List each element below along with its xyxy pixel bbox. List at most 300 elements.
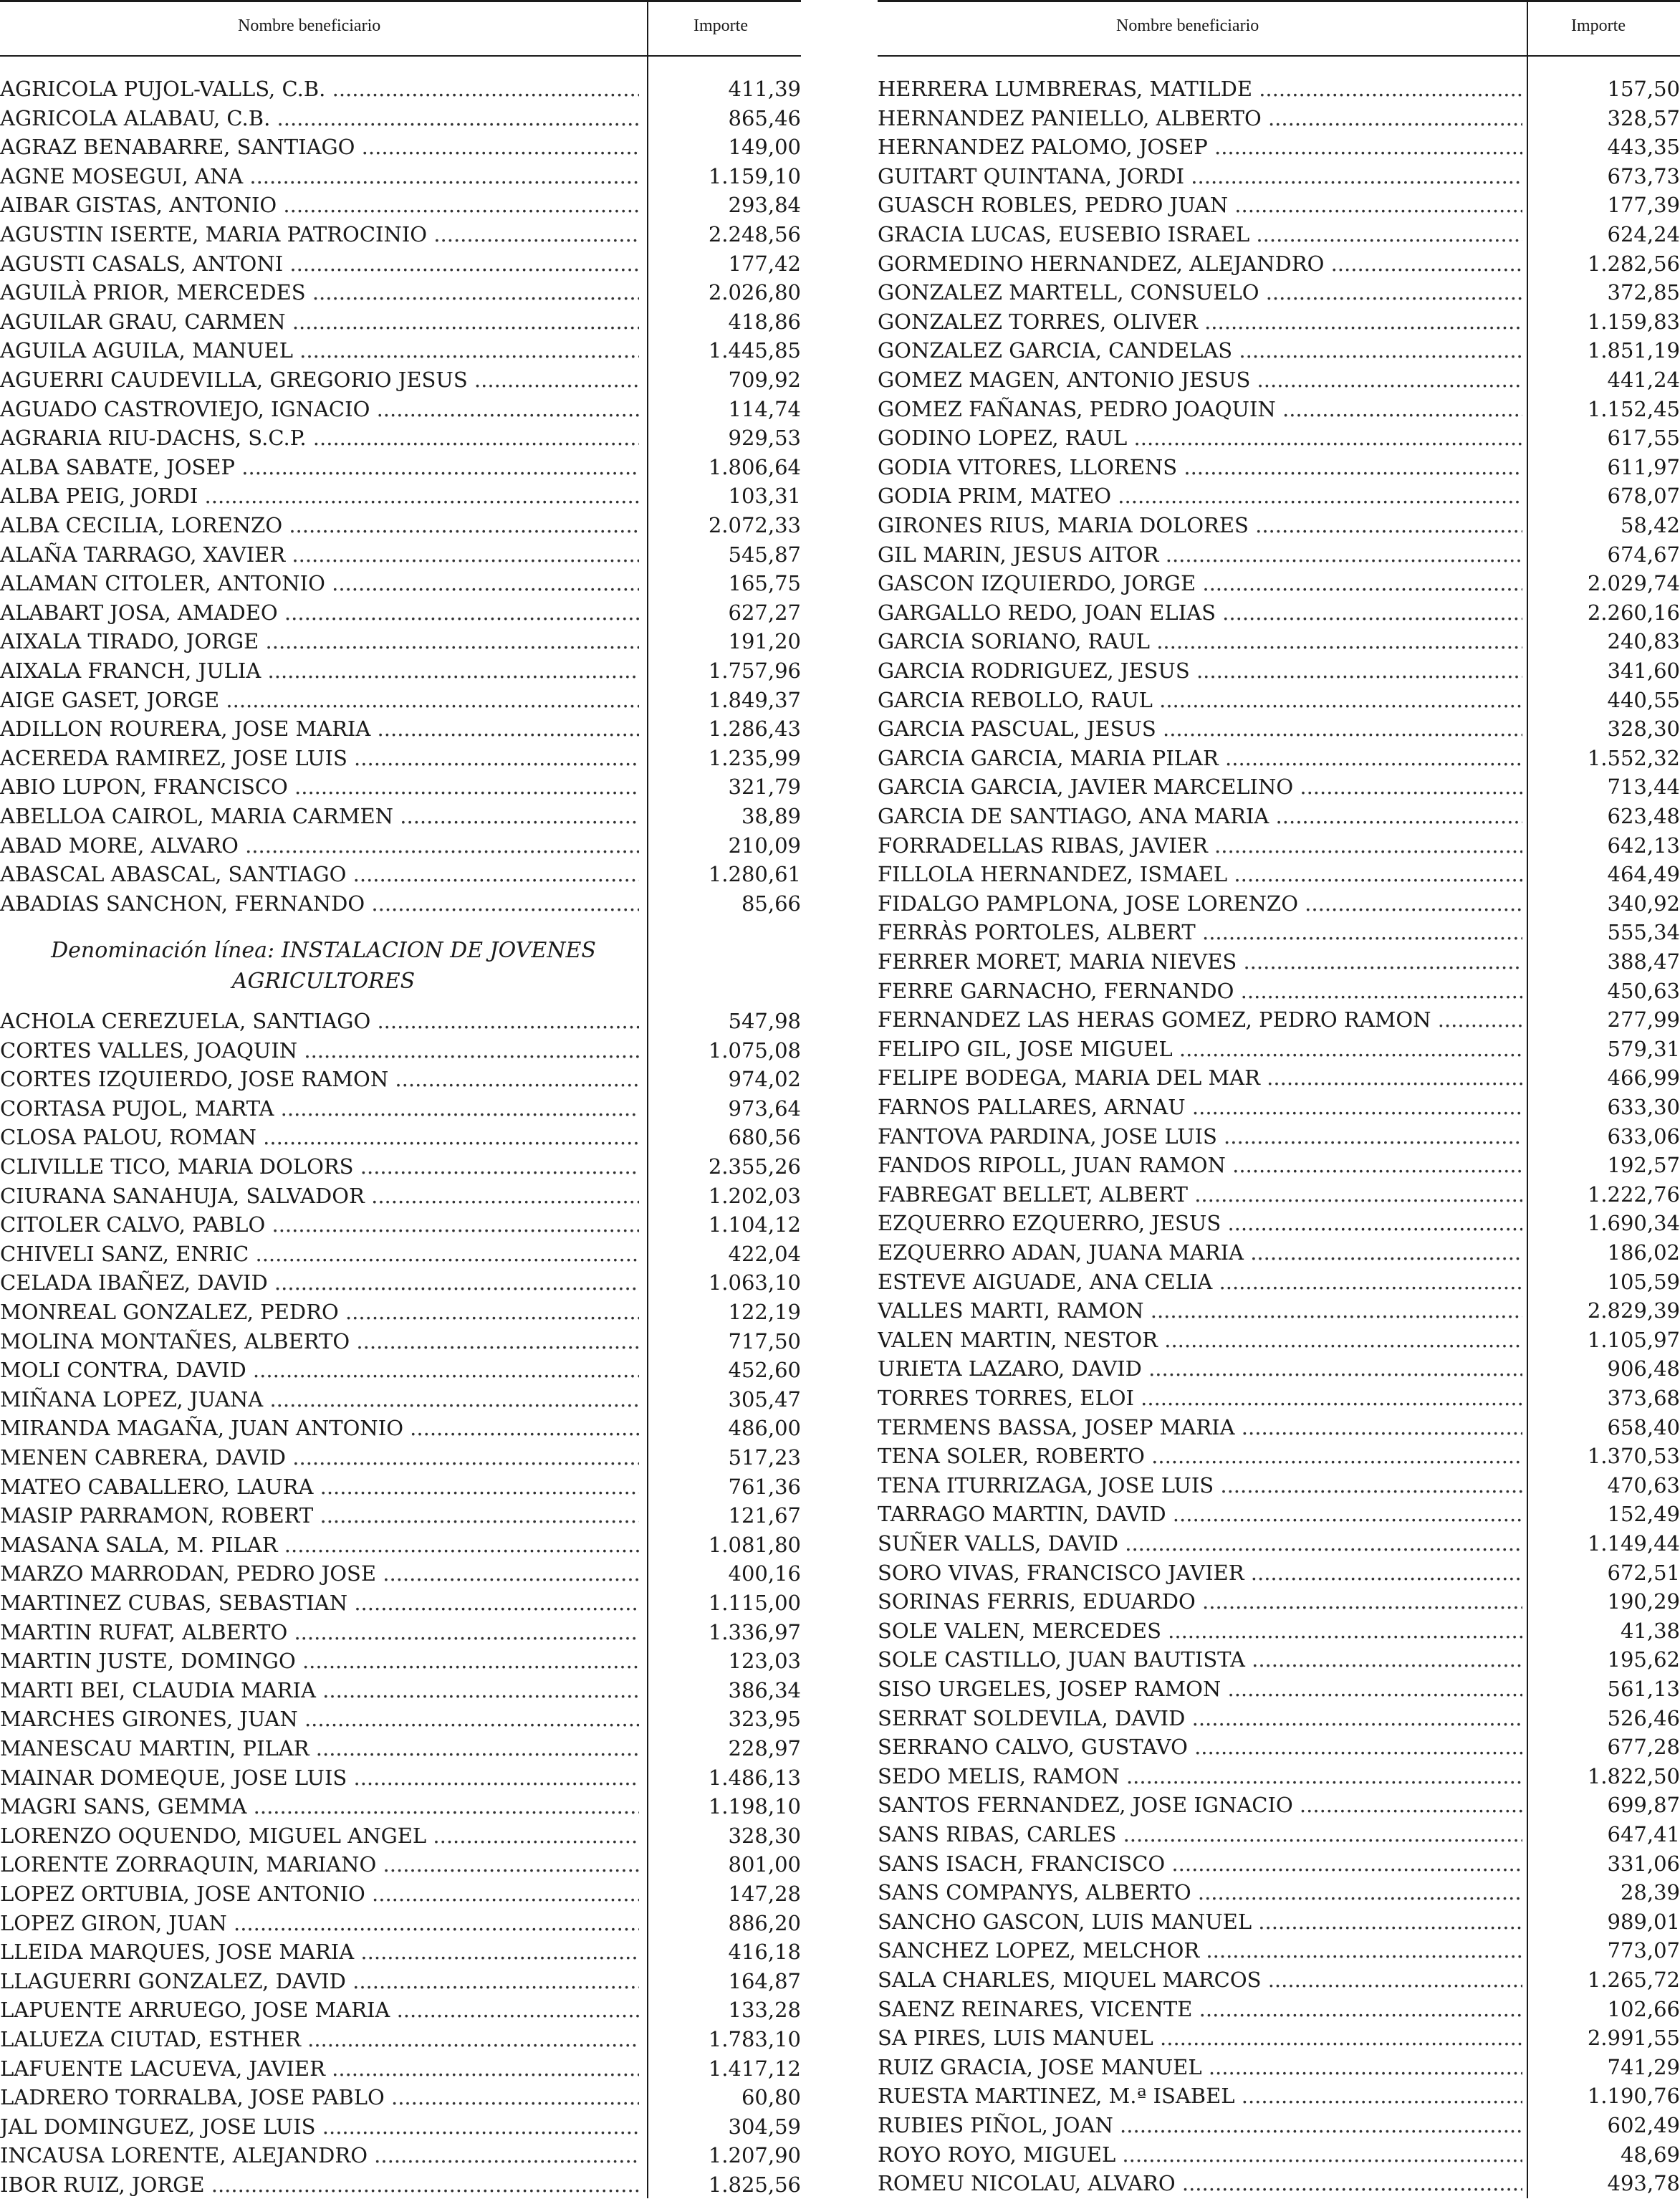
table-row	[0, 1792, 801, 1821]
beneficiary-name: MAINAR DOMEQUE, JOSE LUIS .....	[0, 1763, 639, 1792]
amount: 440,55	[1607, 687, 1680, 712]
amount: 1.280,61	[708, 862, 801, 887]
table-row	[878, 395, 1680, 423]
table-row	[0, 365, 801, 394]
beneficiary-name: GIL MARIN, JESUS AITOR .....	[878, 540, 1522, 569]
table-row	[878, 1326, 1680, 1354]
amount: 547,98	[728, 1009, 801, 1033]
beneficiary-name: IBOR RUIZ, JORGE .....	[0, 2170, 639, 2199]
amount: 1.222,76	[1587, 1182, 1680, 1207]
right-column-divider	[1527, 0, 1528, 2198]
beneficiary-name: CIURANA SANAHUJA, SALVADOR .....	[0, 1182, 639, 1210]
table-row	[878, 1791, 1680, 1819]
amount: 441,24	[1607, 368, 1680, 392]
amount: 677,28	[1607, 1735, 1680, 1760]
table-row	[878, 1616, 1680, 1645]
table-row	[878, 744, 1680, 772]
beneficiary-name: LOPEZ GIRON, JUAN .....	[0, 1909, 639, 1937]
table-row	[878, 860, 1680, 888]
beneficiary-name: FERRE GARNACHO, FERNANDO .....	[878, 977, 1522, 1005]
table-row	[878, 1471, 1680, 1500]
amount: 1.235,99	[708, 745, 801, 770]
amount: 699,87	[1607, 1793, 1680, 1818]
table-row	[878, 365, 1680, 394]
table-row	[0, 1618, 801, 1647]
table-row	[878, 1413, 1680, 1442]
table-row	[878, 482, 1680, 510]
amount: 177,39	[1607, 193, 1680, 218]
table-row	[0, 423, 801, 452]
beneficiary-name: ABIO LUPON, FRANCISCO .....	[0, 772, 639, 801]
table-row	[878, 1936, 1680, 1965]
table-row	[878, 802, 1680, 830]
amount: 929,53	[728, 426, 801, 451]
table-row	[0, 1967, 801, 1996]
amount: 1.115,00	[708, 1591, 801, 1615]
table-row	[0, 1210, 801, 1239]
amount: 121,67	[728, 1503, 801, 1528]
table-row	[0, 1530, 801, 1559]
amount: 114,74	[728, 396, 801, 421]
beneficiary-name: GARCIA REBOLLO, RAUL .....	[878, 686, 1522, 714]
table-row	[878, 1122, 1680, 1151]
table-row	[878, 2140, 1680, 2169]
beneficiary-name: ACEREDA RAMIREZ, JOSE LUIS .....	[0, 744, 639, 772]
amount: 1.822,50	[1587, 1763, 1680, 1788]
table-row	[0, 598, 801, 627]
table-row	[878, 2169, 1680, 2198]
beneficiary-name: CLOSA PALOU, ROMAN .....	[0, 1123, 639, 1151]
amount: 1.851,19	[1587, 338, 1680, 363]
table-row	[0, 1996, 801, 2024]
table-row	[878, 133, 1680, 161]
amount: 177,42	[728, 251, 801, 276]
beneficiary-name: FANDOS RIPOLL, JUAN RAMON .....	[878, 1151, 1522, 1179]
amount: 2.029,74	[1587, 571, 1680, 596]
beneficiary-name: ACHOLA CEREZUELA, SANTIAGO .....	[0, 1007, 639, 1035]
table-row	[0, 831, 801, 860]
amount: 1.105,97	[1587, 1327, 1680, 1352]
amount: 190,29	[1607, 1589, 1680, 1614]
beneficiary-name: RUESTA MARTINEZ, M.ª ISABEL .....	[878, 2081, 1522, 2110]
table-row	[0, 714, 801, 743]
beneficiary-name: ABADIAS SANCHON, FERNANDO .....	[0, 889, 639, 918]
beneficiary-name: SEDO MELIS, RAMON .....	[878, 1762, 1522, 1791]
table-row	[878, 1384, 1680, 1412]
beneficiary-name: MIÑANA LOPEZ, JUANA .....	[0, 1385, 639, 1414]
table-row	[878, 1035, 1680, 1063]
table-row	[878, 1965, 1680, 1994]
amount: 416,18	[728, 1940, 801, 1965]
table-row	[878, 1907, 1680, 1936]
table-row	[0, 2141, 801, 2170]
table-row	[878, 1238, 1680, 1267]
beneficiary-name: ALBA SABATE, JOSEP .....	[0, 453, 639, 482]
beneficiary-name: SANS COMPANYS, ALBERTO .....	[878, 1878, 1522, 1907]
table-row	[0, 249, 801, 278]
beneficiary-name: LADRERO TORRALBA, JOSE PABLO .....	[0, 2083, 639, 2112]
left-column	[0, 0, 801, 2197]
table-row	[0, 395, 801, 423]
beneficiary-name: ALAMAN CITOLER, ANTONIO .....	[0, 569, 639, 598]
beneficiary-name: MARTI BEI, CLAUDIA MARIA .....	[0, 1676, 639, 1705]
amount: 611,97	[1607, 454, 1680, 479]
table-row	[0, 1763, 801, 1792]
table-row	[0, 104, 801, 133]
amount: 1.159,10	[708, 163, 801, 188]
table-row	[878, 2053, 1680, 2081]
table-row	[0, 511, 801, 540]
beneficiary-name: CHIVELI SANZ, ENRIC .....	[0, 1240, 639, 1268]
table-row	[878, 1209, 1680, 1237]
table-row	[878, 1762, 1680, 1791]
table-row	[0, 1472, 801, 1501]
amount: 1.282,56	[1587, 251, 1680, 276]
amount: 1.757,96	[708, 658, 801, 683]
amount: 673,73	[1607, 163, 1680, 188]
beneficiary-name: CORTES VALLES, JOAQUIN .....	[0, 1036, 639, 1065]
beneficiary-name: GARCIA DE SANTIAGO, ANA MARIA .....	[878, 802, 1522, 830]
amount: 328,30	[1607, 717, 1680, 742]
table-row	[878, 1063, 1680, 1092]
amount: 617,55	[1607, 426, 1680, 451]
table-row	[0, 2025, 801, 2054]
amount: 761,36	[728, 1474, 801, 1499]
beneficiary-name: MARZO MARRODAN, PEDRO JOSE .....	[0, 1559, 639, 1588]
table-row	[878, 1675, 1680, 1703]
table-row	[0, 1821, 801, 1850]
beneficiary-name: SAENZ REINARES, VICENTE .....	[878, 1995, 1522, 2023]
table-row	[878, 569, 1680, 598]
amount: 133,28	[728, 1998, 801, 2023]
table-row	[878, 1587, 1680, 1616]
table-row	[878, 1151, 1680, 1179]
amount: 773,07	[1607, 1938, 1680, 1963]
table-row	[0, 1443, 801, 1472]
table-row	[0, 656, 801, 685]
amount: 672,51	[1607, 1560, 1680, 1585]
beneficiary-name: VALEN MARTIN, NESTOR .....	[878, 1326, 1522, 1354]
amount: 1.286,43	[708, 717, 801, 742]
amount: 602,49	[1607, 2113, 1680, 2137]
beneficiary-name: RUIZ GRACIA, JOSE MANUEL .....	[878, 2053, 1522, 2081]
beneficiary-name: MARTIN RUFAT, ALBERTO .....	[0, 1618, 639, 1647]
amount: 1.152,45	[1587, 396, 1680, 421]
beneficiary-name: RUBIES PIÑOL, JOAN .....	[878, 2111, 1522, 2140]
amount: 443,35	[1607, 135, 1680, 160]
beneficiary-name: EZQUERRO ADAN, JUANA MARIA .....	[878, 1238, 1522, 1267]
table-row	[878, 1500, 1680, 1528]
table-row	[0, 540, 801, 569]
beneficiary-name: MOLINA MONTAÑES, ALBERTO .....	[0, 1327, 639, 1356]
amount: 1.104,12	[708, 1212, 801, 1237]
amount: 801,00	[728, 1852, 801, 1877]
beneficiary-name: SORINAS FERRIS, EDUARDO .....	[878, 1587, 1522, 1616]
beneficiary-name: SERRANO CALVO, GUSTAVO .....	[878, 1733, 1522, 1761]
beneficiary-name: LLAGUERRI GONZALEZ, DAVID .....	[0, 1967, 639, 1996]
table-row	[878, 1296, 1680, 1325]
table-row	[878, 598, 1680, 627]
amount: 2.072,33	[708, 513, 801, 537]
beneficiary-name: GUASCH ROBLES, PEDRO JUAN .....	[878, 191, 1522, 219]
beneficiary-name: AGRAZ BENABARRE, SANTIAGO .....	[0, 133, 639, 161]
beneficiary-name: CITOLER CALVO, PABLO .....	[0, 1210, 639, 1239]
table-row	[878, 714, 1680, 743]
beneficiary-name: FIDALGO PAMPLONA, JOSE LORENZO .....	[878, 889, 1522, 918]
table-row	[0, 1182, 801, 1210]
beneficiary-name: GASCON IZQUIERDO, JORGE .....	[878, 569, 1522, 598]
beneficiary-name: ESTEVE AIGUADE, ANA CELIA .....	[878, 1268, 1522, 1296]
table-row	[0, 1909, 801, 1937]
beneficiary-name: ALABART JOSA, AMADEO .....	[0, 598, 639, 627]
amount: 1.825,56	[708, 2172, 801, 2197]
amount: 2.829,39	[1587, 1298, 1680, 1323]
table-row	[0, 802, 801, 830]
table-row	[0, 1705, 801, 1733]
amount: 165,75	[728, 571, 801, 596]
beneficiary-name: AGUSTIN ISERTE, MARIA PATROCINIO .....	[0, 220, 639, 249]
amount: 2.248,56	[708, 222, 801, 246]
amount: 1.149,44	[1587, 1531, 1680, 1556]
table-row	[0, 1240, 801, 1268]
amount: 680,56	[728, 1125, 801, 1150]
amount: 974,02	[728, 1067, 801, 1092]
table-row	[0, 307, 801, 336]
amount: 373,68	[1607, 1386, 1680, 1410]
beneficiary-name: FARNOS PALLARES, ARNAU .....	[878, 1093, 1522, 1121]
beneficiary-name: SANCHEZ LOPEZ, MELCHOR .....	[878, 1936, 1522, 1965]
amount: 647,41	[1607, 1822, 1680, 1846]
table-row	[878, 307, 1680, 336]
amount: 526,46	[1607, 1705, 1680, 1730]
left-column-divider	[647, 0, 648, 2198]
amount: 579,31	[1607, 1036, 1680, 1061]
right-column	[878, 0, 1680, 2196]
beneficiary-name: SUÑER VALLS, DAVID .....	[878, 1529, 1522, 1558]
amount: 38,89	[741, 804, 801, 828]
beneficiary-name: SORO VIVAS, FRANCISCO JAVIER .....	[878, 1558, 1522, 1587]
beneficiary-name: GONZALEZ MARTELL, CONSUELO .....	[878, 278, 1522, 307]
amount: 633,30	[1607, 1095, 1680, 1119]
beneficiary-name: CORTES IZQUIERDO, JOSE RAMON .....	[0, 1065, 639, 1093]
table-row	[0, 162, 801, 191]
amount: 2.260,16	[1587, 600, 1680, 625]
amount: 642,13	[1607, 833, 1680, 858]
table-row	[0, 1327, 801, 1356]
beneficiary-name: AGNE MOSEGUI, ANA .....	[0, 162, 639, 191]
table-row	[0, 1589, 801, 1617]
amount: 122,19	[728, 1300, 801, 1324]
amount: 293,84	[728, 193, 801, 218]
amount: 191,20	[728, 629, 801, 654]
beneficiary-name: TERMENS BASSA, JOSEP MARIA .....	[878, 1413, 1522, 1442]
amount: 493,78	[1607, 2171, 1680, 2196]
beneficiary-name: AGUADO CASTROVIEJO, IGNACIO .....	[0, 395, 639, 423]
beneficiary-name: TENA SOLER, ROBERTO .....	[878, 1442, 1522, 1470]
table-row	[878, 1704, 1680, 1733]
beneficiary-name: AGUILAR GRAU, CARMEN .....	[0, 307, 639, 336]
table-row	[878, 162, 1680, 191]
amount: 388,47	[1607, 949, 1680, 974]
table-row	[0, 1007, 801, 1035]
table-row	[0, 220, 801, 249]
table-row	[0, 1356, 801, 1384]
table-row	[0, 686, 801, 714]
amount: 321,79	[728, 775, 801, 800]
table-row	[0, 1152, 801, 1181]
amount: 1.075,08	[708, 1038, 801, 1063]
table-row	[0, 744, 801, 772]
beneficiary-name: VALLES MARTI, RAMON .....	[878, 1296, 1522, 1325]
amount: 58,42	[1620, 513, 1680, 537]
beneficiary-name: MASIP PARRAMON, ROBERT .....	[0, 1501, 639, 1530]
beneficiary-name: MONREAL GONZALEZ, PEDRO .....	[0, 1298, 639, 1326]
beneficiary-name: HERRERA LUMBRERAS, MATILDE .....	[878, 75, 1522, 103]
beneficiary-name: AIBAR GISTAS, ANTONIO .....	[0, 191, 639, 219]
beneficiary-name: MAGRI SANS, GEMMA .....	[0, 1792, 639, 1821]
beneficiary-name: FERRÀS PORTOLES, ALBERT .....	[878, 918, 1522, 947]
beneficiary-name: SANTOS FERNANDEZ, JOSE IGNACIO .....	[878, 1791, 1522, 1819]
table-row	[0, 191, 801, 219]
table-row	[878, 627, 1680, 656]
table-row	[0, 1734, 801, 1763]
beneficiary-name: GARCIA GARCIA, JAVIER MARCELINO .....	[878, 772, 1522, 801]
amount: 486,00	[728, 1416, 801, 1441]
table-row	[0, 889, 801, 918]
amount: 192,57	[1607, 1153, 1680, 1178]
table-row	[878, 2023, 1680, 2052]
beneficiary-name: INCAUSA LORENTE, ALEJANDRO .....	[0, 2141, 639, 2170]
beneficiary-name: AIXALA TIRADO, JORGE .....	[0, 627, 639, 656]
amount: 633,06	[1607, 1124, 1680, 1149]
beneficiary-name: CLIVILLE TICO, MARIA DOLORS .....	[0, 1152, 639, 1181]
amount: 464,49	[1607, 862, 1680, 887]
amount: 149,00	[728, 135, 801, 160]
beneficiary-name: AGUILÀ PRIOR, MERCEDES .....	[0, 278, 639, 307]
amount: 418,86	[728, 309, 801, 334]
table-row	[0, 1937, 801, 1966]
amount: 152,49	[1607, 1502, 1680, 1527]
beneficiary-name: FELIPE BODEGA, MARIA DEL MAR .....	[878, 1063, 1522, 1092]
table-row	[878, 423, 1680, 452]
beneficiary-name: GOMEZ MAGEN, ANTONIO JESUS .....	[878, 365, 1522, 394]
beneficiary-name: AGUSTI CASALS, ANTONI .....	[0, 249, 639, 278]
beneficiary-name: LLEIDA MARQUES, JOSE MARIA .....	[0, 1937, 639, 1966]
amount: 623,48	[1607, 804, 1680, 828]
beneficiary-name: LORENTE ZORRAQUIN, MARIANO .....	[0, 1850, 639, 1879]
table-row	[878, 336, 1680, 365]
amount: 328,57	[1607, 105, 1680, 130]
beneficiary-name: FILLOLA HERNANDEZ, ISMAEL .....	[878, 860, 1522, 888]
beneficiary-name: SA PIRES, LUIS MANUEL .....	[878, 2023, 1522, 2052]
amount: 452,60	[728, 1358, 801, 1383]
amount: 28,39	[1620, 1880, 1680, 1905]
amount: 450,63	[1607, 978, 1680, 1003]
amount: 1.063,10	[708, 1270, 801, 1295]
beneficiary-name: HERNANDEZ PALOMO, JOSEP .....	[878, 133, 1522, 161]
beneficiary-name: LAFUENTE LACUEVA, JAVIER .....	[0, 2054, 639, 2083]
table-row	[0, 1094, 801, 1123]
table-row	[878, 772, 1680, 801]
beneficiary-name: SANCHO GASCON, LUIS MANUEL .....	[878, 1907, 1522, 1936]
beneficiary-name: FANTOVA PARDINA, JOSE LUIS .....	[878, 1122, 1522, 1151]
amount: 195,62	[1607, 1647, 1680, 1672]
table-header	[0, 0, 801, 57]
header-amount: Importe	[693, 16, 748, 35]
beneficiary-name: MENEN CABRERA, DAVID .....	[0, 1443, 639, 1472]
amount: 973,64	[728, 1096, 801, 1121]
beneficiary-name: TARRAGO MARTIN, DAVID .....	[878, 1500, 1522, 1528]
beneficiary-name: JAL DOMINGUEZ, JOSE LUIS .....	[0, 2112, 639, 2141]
beneficiary-name: GONZALEZ GARCIA, CANDELAS .....	[878, 336, 1522, 365]
table-row	[0, 1385, 801, 1414]
amount: 105,59	[1607, 1269, 1680, 1294]
table-row	[878, 1442, 1680, 1470]
beneficiary-name: MOLI CONTRA, DAVID .....	[0, 1356, 639, 1384]
amount: 741,29	[1607, 2054, 1680, 2079]
beneficiary-name: ABELLOA CAIROL, MARIA CARMEN .....	[0, 802, 639, 830]
beneficiary-name: SANS RIBAS, CARLES .....	[878, 1820, 1522, 1849]
amount: 1.081,80	[708, 1532, 801, 1557]
amount: 1.207,90	[708, 2143, 801, 2168]
amount: 372,85	[1607, 280, 1680, 305]
beneficiary-name: AGRARIA RIU-DACHS, S.C.P. .....	[0, 423, 639, 452]
table-row	[878, 249, 1680, 278]
table-row	[878, 2111, 1680, 2140]
table-row	[0, 569, 801, 598]
section-title-line2: AGRICULTORES	[231, 969, 416, 994]
beneficiary-name: SISO URGELES, JOSEP RAMON .....	[878, 1675, 1522, 1703]
beneficiary-name: CORTASA PUJOL, MARTA .....	[0, 1094, 639, 1123]
beneficiary-name: AIGE GASET, JORGE .....	[0, 686, 639, 714]
amount: 85,66	[741, 891, 801, 916]
table-row	[878, 1558, 1680, 1587]
amount: 865,46	[728, 105, 801, 130]
amount: 561,13	[1607, 1677, 1680, 1701]
table-row	[878, 1354, 1680, 1383]
table-row	[0, 1065, 801, 1093]
table-row	[878, 1733, 1680, 1761]
table-row	[878, 1180, 1680, 1209]
amount: 323,95	[728, 1707, 801, 1732]
table-row	[0, 1559, 801, 1588]
table-row	[0, 2170, 801, 2199]
table-row	[878, 2081, 1680, 2110]
beneficiary-name: SALA CHARLES, MIQUEL MARCOS .....	[878, 1965, 1522, 1994]
amount: 305,47	[728, 1386, 801, 1412]
amount: 2.026,80	[708, 280, 801, 305]
beneficiary-name: SERRAT SOLDEVILA, DAVID .....	[878, 1704, 1522, 1733]
table-row	[0, 482, 801, 510]
amount: 103,31	[728, 484, 801, 509]
table-row	[0, 2083, 801, 2112]
beneficiary-name: GARCIA PASCUAL, JESUS .....	[878, 714, 1522, 743]
beneficiary-name: MASANA SALA, M. PILAR .....	[0, 1530, 639, 1559]
amount: 228,97	[728, 1736, 801, 1760]
beneficiary-name: MARTIN JUSTE, DOMINGO .....	[0, 1647, 639, 1675]
amount: 386,34	[728, 1677, 801, 1702]
beneficiary-name: GARCIA RODRIGUEZ, JESUS .....	[878, 656, 1522, 685]
table-row	[878, 1995, 1680, 2023]
amount: 624,24	[1607, 222, 1680, 246]
table-row	[878, 918, 1680, 947]
table-row	[878, 104, 1680, 133]
amount: 989,01	[1607, 1909, 1680, 1934]
beneficiary-name: FELIPO GIL, JOSE MIGUEL .....	[878, 1035, 1522, 1063]
table-row	[0, 1850, 801, 1879]
amount: 1.265,72	[1587, 1968, 1680, 1992]
table-row	[0, 627, 801, 656]
